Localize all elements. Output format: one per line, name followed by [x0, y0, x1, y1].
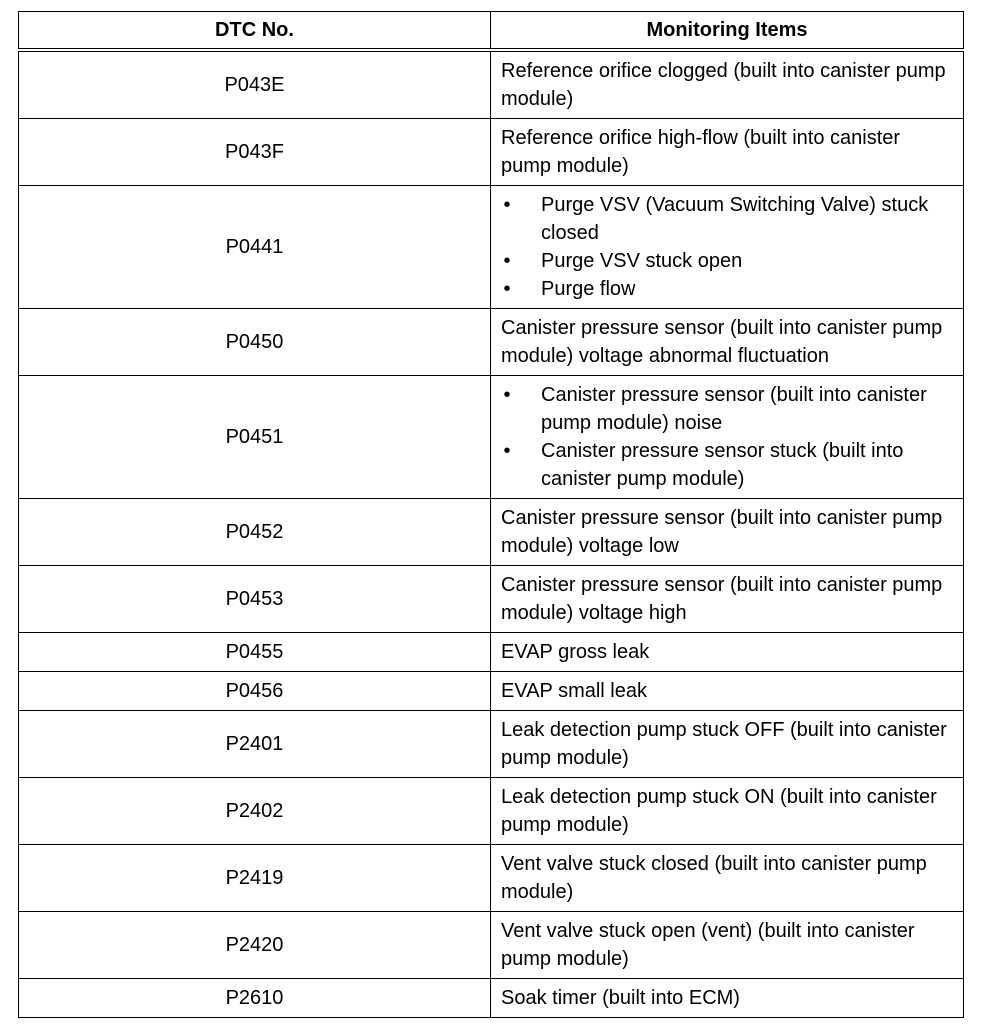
dtc-monitoring-table: [18, 11, 964, 1018]
bullet-glyph: •: [503, 194, 511, 216]
bullet-list: [501, 191, 953, 303]
monitoring-item-cell: Reference orifice high-flow (built into canister pump module): [491, 119, 964, 186]
table-row: [19, 778, 964, 845]
dtc-code-cell: P2610: [19, 979, 491, 1018]
dtc-code-cell: P2419: [19, 845, 491, 912]
dtc-code-cell: P043E: [19, 50, 491, 119]
monitoring-item-cell: EVAP small leak: [491, 672, 964, 711]
dtc-code-cell: P0451: [19, 376, 491, 499]
bullet-item: [501, 191, 953, 247]
dtc-code-cell: P2420: [19, 912, 491, 979]
table-row: [19, 566, 964, 633]
dtc-code-cell: P2402: [19, 778, 491, 845]
bullet-item: [501, 247, 953, 275]
monitoring-item-cell: Soak timer (built into ECM): [491, 979, 964, 1018]
table-row: [19, 309, 964, 376]
dtc-code-cell: P0456: [19, 672, 491, 711]
monitoring-item-cell: Canister pressure sensor (built into canister pump module) voltage abnormal fluctuation: [491, 309, 964, 376]
dtc-code-cell: P0441: [19, 186, 491, 309]
monitoring-item-cell: Canister pressure sensor (built into canister pump module) voltage high: [491, 566, 964, 633]
header-monitoring-items: Monitoring Items: [491, 12, 964, 51]
bullet-item: [501, 437, 953, 493]
monitoring-item-cell: [491, 186, 964, 309]
bullet-text: Purge VSV (Vacuum Switching Valve) stuck closed: [541, 194, 929, 244]
bullet-item: [501, 381, 953, 437]
monitoring-item-cell: EVAP gross leak: [491, 633, 964, 672]
monitoring-item-cell: Leak detection pump stuck ON (built into canister pump module): [491, 778, 964, 845]
table-row: [19, 711, 964, 778]
header-dtc-no: DTC No.: [19, 12, 491, 51]
table-row: [19, 672, 964, 711]
table-row: [19, 979, 964, 1018]
table-row: [19, 376, 964, 499]
bullet-list: [501, 381, 953, 493]
dtc-code-cell: P2401: [19, 711, 491, 778]
bullet-text: Canister pressure sensor (built into canister pump module) noise: [541, 384, 927, 434]
table-row: [19, 845, 964, 912]
bullet-glyph: •: [503, 278, 511, 300]
table-row: [19, 119, 964, 186]
dtc-code-cell: P0452: [19, 499, 491, 566]
dtc-code-cell: P0453: [19, 566, 491, 633]
table-row: [19, 499, 964, 566]
table-row: [19, 50, 964, 119]
monitoring-item-cell: Vent valve stuck closed (built into canister pump module): [491, 845, 964, 912]
bullet-glyph: •: [503, 250, 511, 272]
bullet-text: Purge flow: [541, 278, 636, 300]
monitoring-item-cell: Leak detection pump stuck OFF (built into canister pump module): [491, 711, 964, 778]
bullet-glyph: •: [503, 384, 511, 406]
dtc-code-cell: P0455: [19, 633, 491, 672]
monitoring-item-cell: Vent valve stuck open (vent) (built into canister pump module): [491, 912, 964, 979]
table-header-row: [19, 12, 964, 51]
dtc-code-cell: P043F: [19, 119, 491, 186]
table-body: [19, 50, 964, 1018]
table-row: [19, 186, 964, 309]
bullet-text: Purge VSV stuck open: [541, 250, 743, 272]
table-row: [19, 633, 964, 672]
bullet-item: [501, 275, 953, 303]
bullet-text: Canister pressure sensor stuck (built into canister pump module): [541, 440, 904, 490]
dtc-code-cell: P0450: [19, 309, 491, 376]
monitoring-item-cell: [491, 376, 964, 499]
monitoring-item-cell: Reference orifice clogged (built into canister pump module): [491, 50, 964, 119]
bullet-glyph: •: [503, 440, 511, 462]
monitoring-item-cell: Canister pressure sensor (built into canister pump module) voltage low: [491, 499, 964, 566]
table-row: [19, 912, 964, 979]
